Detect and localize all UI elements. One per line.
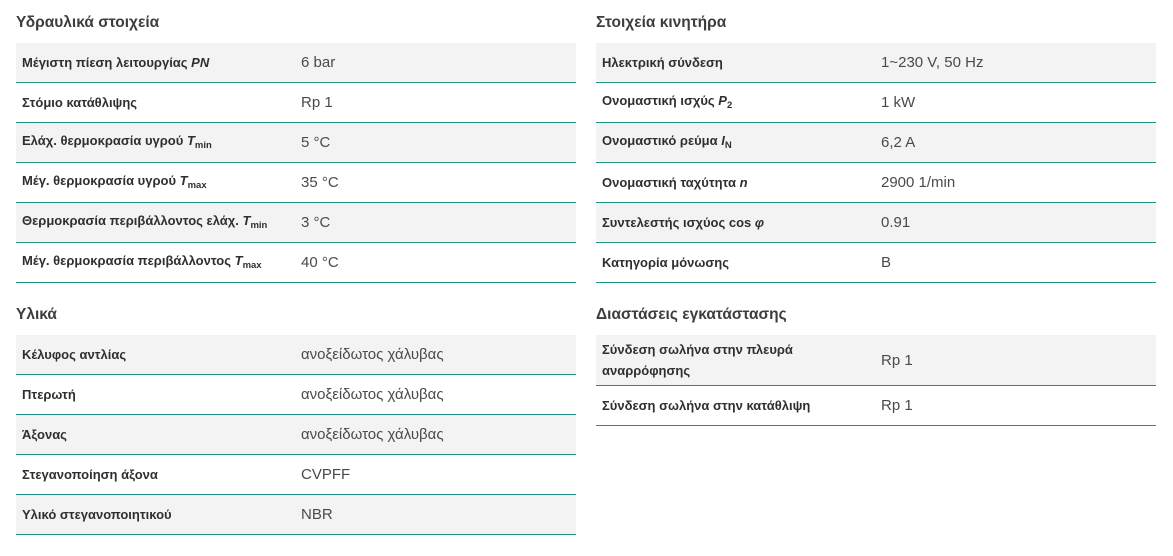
table-row [16, 123, 576, 163]
materials-title: Υλικά [16, 306, 57, 323]
row-label: Άξονας [22, 427, 67, 442]
table-row [16, 415, 576, 455]
row-value: 35 °C [301, 174, 339, 191]
row-value: 0.91 [881, 214, 911, 231]
row-label: Θερμοκρασία περιβάλλοντος ελάχ. $T_{min}$ [22, 212, 268, 231]
table-row [16, 163, 576, 203]
row-label: Κέλυφος αντλίας [22, 347, 127, 362]
row-value: 1 kW [881, 94, 916, 111]
row-value: Rp 1 [881, 397, 913, 414]
table-row [596, 386, 1156, 426]
row-label: Ονομαστική ταχύτητα n [602, 175, 748, 190]
row-label: Συντελεστής ισχύος cos φ [602, 215, 765, 230]
row-label: Στεγανοποίηση άξονα [22, 467, 158, 482]
row-value: 40 °C [301, 254, 339, 271]
row-label: Ονομαστική ισχύς $P_2$ [602, 92, 733, 111]
row-label: Μέγ. θερμοκρασία περιβάλλοντος $T_{max}$ [22, 252, 262, 271]
row-value: Rp 1 [881, 351, 913, 369]
motor-section [596, 14, 1156, 283]
table-row [16, 43, 576, 83]
row-label: Σύνδεση σωλήνα στην πλευρά αναρρόφησης [602, 342, 793, 378]
table-row [596, 243, 1156, 283]
table-row [596, 163, 1156, 203]
row-value: B [881, 254, 892, 271]
table-row [596, 83, 1156, 123]
row-value: 3 °C [301, 214, 331, 231]
table-row [16, 243, 576, 283]
row-label: Ελάχ. θερμοκρασία υγρού $T_{min}$ [22, 132, 212, 151]
installation-title: Διαστάσεις εγκατάστασης [596, 306, 787, 323]
table-row [16, 83, 576, 123]
table-row [16, 335, 576, 375]
row-value: 6,2 A [881, 134, 916, 151]
row-value: Rp 1 [301, 94, 333, 111]
row-value: CVPFF [301, 466, 351, 483]
row-value: NBR [301, 506, 333, 523]
row-value: 2900 1/min [881, 174, 956, 191]
row-value: 6 bar [301, 54, 336, 71]
table-row [596, 335, 1156, 386]
row-value: 5 °C [301, 134, 331, 151]
row-label: Πτερωτή [22, 387, 76, 402]
row-value: ανοξείδωτος χάλυβας [301, 426, 444, 443]
table-row [596, 123, 1156, 163]
row-value: 1~230 V, 50 Hz [881, 54, 984, 71]
table-row [16, 455, 576, 495]
row-label: Σύνδεση σωλήνα στην κατάθλιψη [602, 398, 811, 413]
motor-title: Στοιχεία κινητήρα [596, 14, 727, 31]
row-label: Μέγ. θερμοκρασία υγρού $T_{max}$ [22, 172, 207, 191]
row-label: Ηλεκτρική σύνδεση [602, 55, 723, 70]
table-row [596, 43, 1156, 83]
table-row [596, 203, 1156, 243]
row-label: Μέγιστη πίεση λειτουργίας PN [22, 55, 210, 70]
row-value: ανοξείδωτος χάλυβας [301, 346, 444, 363]
table-row [16, 495, 576, 535]
table-row [16, 375, 576, 415]
row-label: Υλικό στεγανοποιητικού [22, 507, 172, 522]
hydraulic-section [16, 14, 576, 283]
row-label: Ονομαστικό ρεύμα $I_N$ [602, 132, 732, 151]
installation-section [596, 306, 1156, 426]
materials-section [16, 306, 576, 535]
row-value: ανοξείδωτος χάλυβας [301, 386, 444, 403]
row-label: Στόμιο κατάθλιψης [22, 95, 138, 110]
table-row [16, 203, 576, 243]
row-label: Κατηγορία μόνωσης [602, 255, 729, 270]
hydraulic-title: Υδραυλικά στοιχεία [16, 14, 160, 31]
